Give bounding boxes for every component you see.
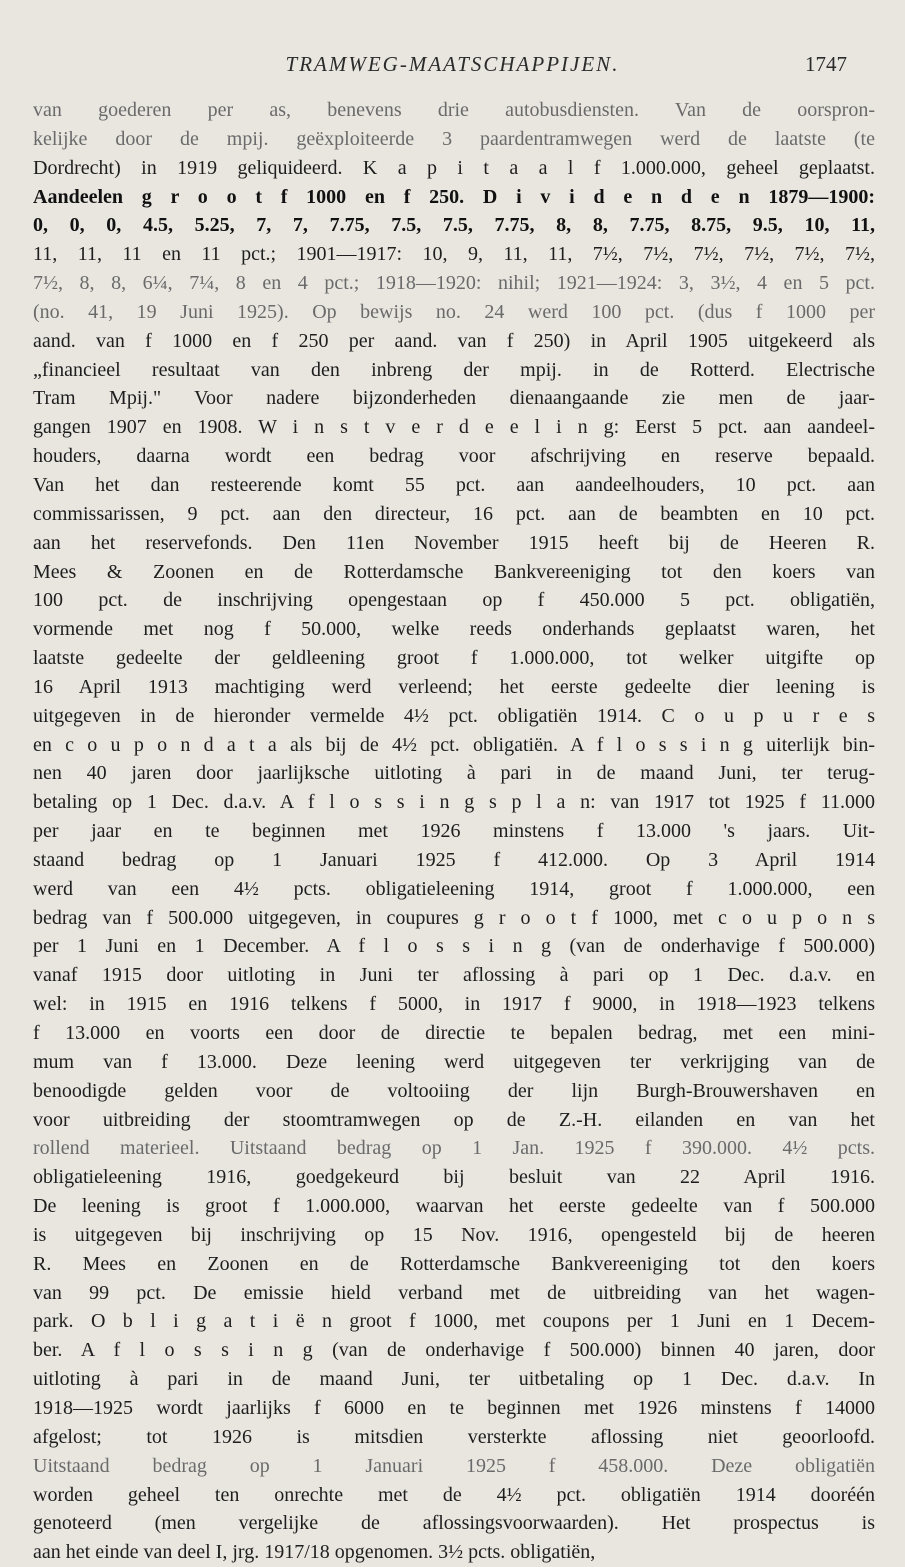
text-line: per jaar en te beginnen met 1926 minstens f 13.000 's jaars. Uit- [33, 820, 875, 843]
text-line: worden geheel ten onrechte met de 4½ pct. obligatiën 1914 dooréén [33, 1483, 875, 1506]
text-line: bedrag van f 500.000 uitgegeven, in coupures g r o o t f 1000, met c o u p o n s [33, 906, 875, 929]
text-line: aan het einde van deel I, jrg. 1917/18 opgenomen. 3½ pcts. obligatiën, [33, 1541, 596, 1564]
text-line: park. O b l i g a t i ë n groot f 1000, met coupons per 1 Juni en 1 Decem- [33, 1310, 875, 1333]
text-line: afgelost; tot 1926 is mitsdien versterkte aflossing niet geoorloofd. [33, 1425, 875, 1448]
text-line: 0, 0, 0, 4.5, 5.25, 7, 7, 7.75, 7.5, 7.5, 7.75, 8, 8, 7.75, 8.75, 9.5, 10, 11, [33, 214, 875, 237]
text-line: laatste gedeelte der geldleening groot f 1.000.000, tot welker uitgifte op [33, 647, 875, 670]
text-line: wel: in 1915 en 1916 telkens f 5000, in 1917 f 9000, in 1918—1923 telkens [33, 993, 875, 1016]
text-line: kelijke door de mpij. geëxploiteerde 3 paardentramwegen werd de laatste (te [33, 127, 875, 150]
body-text [33, 96, 875, 1567]
text-line: en c o u p o n d a t a als bij de 4½ pct. obligatiën. A f l o s s i n g uiterlijk bin- [33, 733, 875, 756]
text-line: Dordrecht) in 1919 geliquideerd. K a p i t a a l f 1.000.000, geheel geplaatst. [33, 156, 875, 179]
text-line: „financieel resultaat van den inbreng der mpij. in de Rotterd. Electrische [33, 358, 875, 381]
text-line: per 1 Juni en 1 December. A f l o s s i n g (van de onderhavige f 500.000) [33, 935, 875, 958]
text-line: De leening is groot f 1.000.000, waarvan het eerste gedeelte van f 500.000 [33, 1195, 875, 1218]
text-line: betaling op 1 Dec. d.a.v. A f l o s s i n g s p l a n: van 1917 tot 1925 f 11.000 [33, 791, 875, 814]
text-line: f 13.000 en voorts een door de directie te bepalen bedrag, met een mini- [33, 1022, 875, 1044]
text-line: uitgegeven in de hieronder vermelde 4½ pct. obligatiën 1914. C o u p u r e s [33, 704, 875, 727]
text-line: Aandeelen g r o o t f 1000 en f 250. D i v i d e n d e n 1879—1900: [33, 185, 875, 208]
text-line: gangen 1907 en 1908. W i n s t v e r d e e l i n g: Eerst 5 pct. aan aandeel- [33, 416, 875, 439]
text-line: 1918—1925 wordt jaarlijks f 6000 en te beginnen met 1926 minstens f 14000 [33, 1396, 875, 1419]
text-line: aand. van f 1000 en f 250 per aand. van f 250) in April 1905 uitgekeerd als [33, 329, 875, 352]
text-line: Uitstaand bedrag op 1 Januari 1925 f 458.000. Deze obligatiën [33, 1454, 875, 1477]
text-line: houders, daarna wordt een bedrag voor afschrijving en reserve bepaald. [33, 445, 875, 468]
running-title: TRAMWEG-MAATSCHAPPIJEN. [285, 52, 620, 76]
text-line: rollend materieel. Uitstaand bedrag op 1 Jan. 1925 f 390.000. 4½ pcts. [33, 1137, 875, 1160]
text-line: uitloting à pari in de maand Juni, ter uitbetaling op 1 Dec. d.a.v. In [33, 1368, 875, 1391]
text-line: 100 pct. de inschrijving opengestaan op f 450.000 5 pct. obligatiën, [33, 589, 875, 612]
text-line: obligatieleening 1916, goedgekeurd bij besluit van 22 April 1916. [33, 1166, 875, 1189]
text-line: Mees & Zoonen en de Rotterdamsche Bankvereeniging tot den koers van [33, 560, 875, 583]
text-line: voor uitbreiding der stoomtramwegen op de Z.-H. eilanden en van het [33, 1108, 875, 1131]
text-line: Tram Mpij." Voor nadere bijzonderheden dienaangaande zie men de jaar- [33, 387, 875, 410]
text-line: R. Mees en Zoonen en de Rotterdamsche Bankvereeniging tot den koers [33, 1252, 875, 1275]
text-line: staand bedrag op 1 Januari 1925 f 412.000. Op 3 April 1914 [33, 848, 875, 871]
text-line: vanaf 1915 door uitloting in Juni ter aflossing à pari op 1 Dec. d.a.v. en [33, 964, 875, 987]
text-line: 16 April 1913 machtiging werd verleend; het eerste gedeelte dier leening is [33, 675, 875, 698]
text-line: commissarissen, 9 pct. aan den directeur, 16 pct. aan de beambten en 10 pct. [33, 502, 875, 525]
text-line: (no. 41, 19 Juni 1925). Op bewijs no. 24 werd 100 pct. (dus f 1000 per [33, 300, 875, 323]
text-line: Van het dan resteerende komt 55 pct. aan aandeelhouders, 10 pct. aan [33, 473, 875, 496]
page-number: 1747 [805, 52, 847, 76]
text-line: 7½, 8, 8, 6¼, 7¼, 8 en 4 pct.; 1918—1920: nihil; 1921—1924: 3, 3½, 4 en 5 pct. [33, 272, 875, 295]
text-line: mum van f 13.000. Deze leening werd uitgegeven ter verkrijging van de [33, 1050, 875, 1073]
text-line: genoteerd (men vergelijke de aflossingsvoorwaarden). Het prospectus is [33, 1512, 875, 1535]
text-line: vormende met nog f 50.000, welke reeds onderhands geplaatst waren, het [33, 618, 875, 641]
text-line: van goederen per as, benevens drie autobusdiensten. Van de oorspron- [33, 99, 875, 121]
text-line: is uitgegeven bij inschrijving op 15 Nov. 1916, opengesteld bij de heeren [33, 1223, 875, 1246]
text-line: van 99 pct. De emissie hield verband met de uitbreiding van het wagen- [33, 1281, 875, 1304]
text-line: aan het reservefonds. Den 11en November 1915 heeft bij de Heeren R. [33, 531, 875, 554]
page-header [0, 52, 905, 82]
text-line: ber. A f l o s s i n g (van de onderhavige f 500.000) binnen 40 jaren, door [33, 1339, 875, 1362]
text-line: nen 40 jaren door jaarlijksche uitloting à pari in de maand Juni, ter terug- [33, 762, 875, 785]
text-line: 11, 11, 11 en 11 pct.; 1901—1917: 10, 9, 11, 11, 7½, 7½, 7½, 7½, 7½, 7½, [33, 243, 875, 266]
text-line: benoodigde gelden voor de voltooiing der lijn Burgh-Brouwershaven en [33, 1079, 875, 1102]
text-line: werd van een 4½ pcts. obligatieleening 1914, groot f 1.000.000, een [33, 877, 875, 900]
